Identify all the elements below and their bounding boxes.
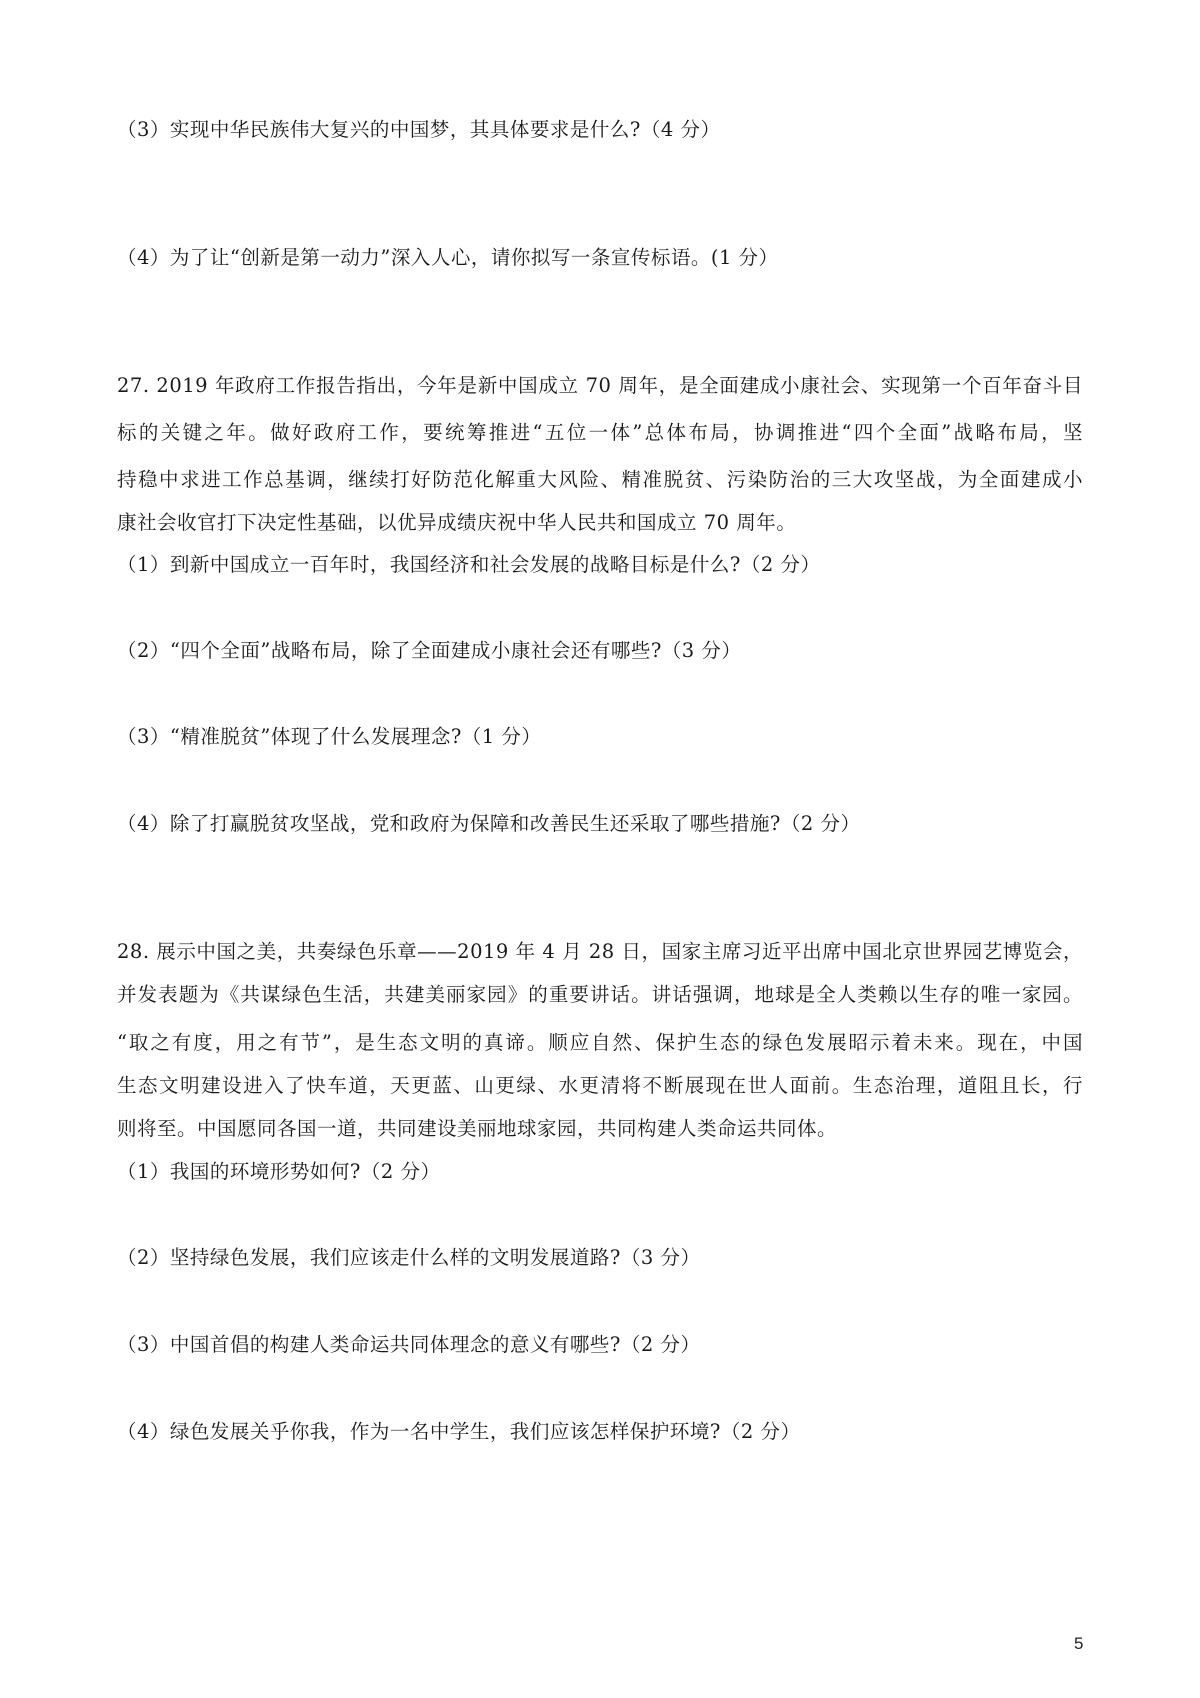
q28-sub2: （2）坚持绿色发展，我们应该走什么样的文明发展道路?（3 分） — [117, 1246, 701, 1269]
q28-stem-line: 并发表题为《共谋绿色生活，共建美丽家园》的重要讲话。讲话强调，地球是全人类赖以生存的唯一家园。 — [117, 983, 1083, 1006]
q27-sub2: （2）“四个全面”战略布局，除了全面建成小康社会还有哪些?（3 分） — [117, 639, 742, 662]
q27-stem-line: 康社会收官打下决定性基础，以优异成绩庆祝中华人民共和国成立 70 周年。 — [117, 511, 797, 534]
q27-stem-line: 标的关键之年。做好政府工作，要统筹推进“五位一体”总体布局，协调推进“四个全面”战略布局，坚 — [117, 421, 1083, 444]
q27-sub4: （4）除了打赢脱贫攻坚战，党和政府为保障和改善民生还采取了哪些措施?（2 分） — [117, 812, 861, 835]
q27-stem-line: 持稳中求进工作总基调，继续打好防范化解重大风险、精准脱贫、污染防治的三大攻坚战，为全面建成小 — [117, 468, 1083, 491]
q28-sub4: （4）绿色发展关乎你我，作为一名中学生，我们应该怎样保护环境?（2 分） — [117, 1420, 801, 1443]
q28-stem-line: “取之有度，用之有节”，是生态文明的真谛。顺应自然、保护生态的绿色发展昭示着未来。现在，中国 — [117, 1031, 1083, 1054]
q27-sub3: （3）“精准脱贫”体现了什么发展理念?（1 分） — [117, 725, 542, 748]
q28-stem-line: 生态文明建设进入了快车道，天更蓝、山更绿、水更清将不断展现在世人面前。生态治理，道阻且长，行 — [117, 1074, 1083, 1097]
q27-stem-line: 27. 2019 年政府工作报告指出，今年是新中国成立 70 周年，是全面建成小康社会、实现第一个百年奋斗目 — [117, 374, 1083, 397]
q26-sub4: （4）为了让“创新是第一动力”深入人心，请你拟写一条宣传标语。(1 分） — [117, 246, 779, 269]
q28-stem-line: 28. 展示中国之美，共奏绿色乐章——2019 年 4 月 28 日，国家主席习近平出席中国北京世界园艺博览会， — [117, 940, 1083, 963]
page-number: 5 — [1074, 1634, 1084, 1653]
q27-sub1: （1）到新中国成立一百年时，我国经济和社会发展的战略目标是什么?（2 分） — [117, 553, 821, 576]
q28-stem-line: 则将至。中国愿同各国一道，共同建设美丽地球家园，共同构建人类命运共同体。 — [117, 1117, 838, 1140]
q26-sub3: （3）实现中华民族伟大复兴的中国梦，其具体要求是什么?（4 分） — [117, 118, 721, 141]
q28-sub3: （3）中国首倡的构建人类命运共同体理念的意义有哪些?（2 分） — [117, 1333, 701, 1356]
q28-sub1: （1）我国的环境形势如何?（2 分） — [117, 1160, 441, 1183]
